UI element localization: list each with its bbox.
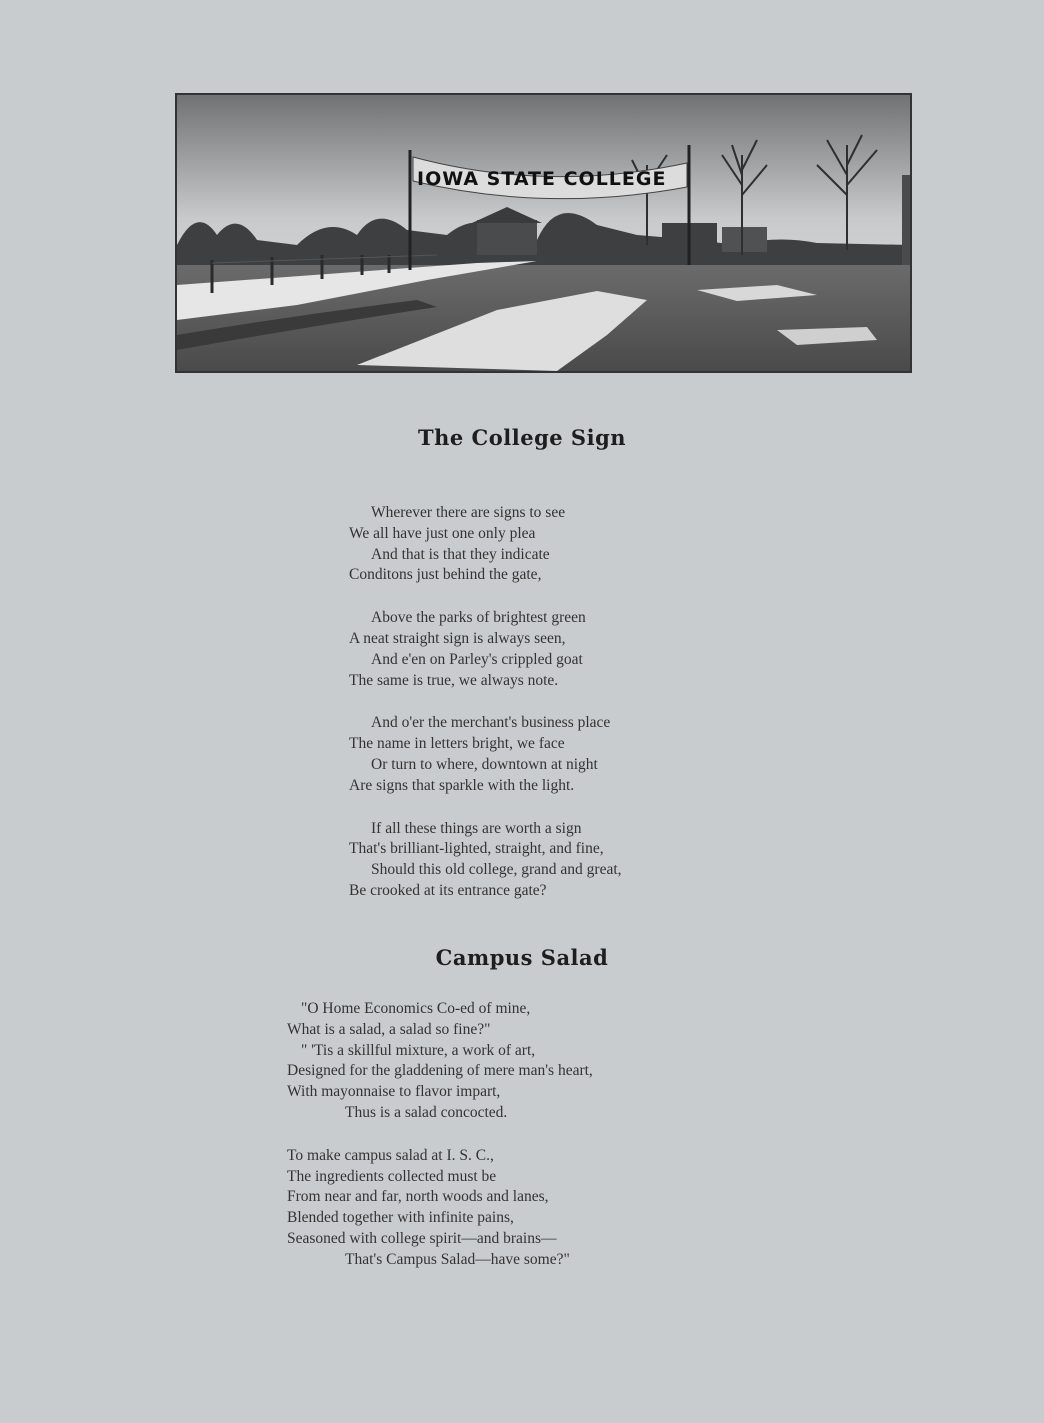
poem-line: Be crooked at its entrance gate?	[349, 881, 547, 899]
poem-line: Are signs that sparkle with the light.	[349, 776, 575, 794]
poem-line: To make campus salad at I. S. C.,	[287, 1146, 494, 1164]
poem-line: Or turn to where, downtown at night	[371, 755, 598, 773]
poem-line: Conditons just behind the gate,	[349, 566, 542, 584]
poem-line: We all have just one only plea	[349, 524, 536, 542]
banner-text: IOWA STATE COLLEGE	[417, 168, 667, 190]
poem-line: That's Campus Salad—have some?"	[345, 1250, 570, 1268]
poem-line: And e'en on Parley's crippled goat	[371, 650, 583, 668]
poem-line: Thus is a salad concocted.	[345, 1103, 508, 1121]
poem-line: Should this old college, grand and great,	[371, 861, 622, 879]
poem-line: The ingredients collected must be	[287, 1167, 497, 1185]
poem-campus-salad	[287, 999, 593, 1271]
poem-title-campus-salad: Campus Salad	[435, 945, 609, 970]
poem-line: Wherever there are signs to see	[371, 504, 566, 521]
poem-line: Seasoned with college spirit—and brains—	[287, 1229, 557, 1247]
poem-line: What is a salad, a salad so fine?"	[287, 1020, 491, 1038]
poem-line: From near and far, north woods and lanes,	[287, 1188, 549, 1206]
poem-line: Designed for the gladdening of mere man's heart,	[287, 1062, 593, 1080]
poem-college-sign	[349, 503, 622, 902]
college-sign-photo	[175, 93, 912, 373]
photo-illustration	[177, 95, 910, 371]
poem-line: "O Home Economics Co-ed of mine,	[301, 1000, 531, 1017]
poem-line: The same is true, we always note.	[349, 671, 559, 689]
poem-line: If all these things are worth a sign	[371, 819, 582, 837]
poem-title-college-sign: The College Sign	[417, 425, 627, 450]
poem-line: With mayonnaise to flavor impart,	[287, 1083, 501, 1101]
poem-line: That's brilliant-lighted, straight, and fine,	[349, 840, 604, 858]
poem-line: Blended together with infinite pains,	[287, 1209, 514, 1227]
poem-line: And o'er the merchant's business place	[371, 714, 611, 732]
poem-line: " 'Tis a skillful mixture, a work of art,	[301, 1041, 536, 1059]
poem-line: And that is that they indicate	[371, 545, 550, 563]
poem-line: The name in letters bright, we face	[349, 735, 565, 753]
poem-line: Above the parks of brightest green	[371, 609, 586, 627]
poem-line: A neat straight sign is always seen,	[349, 629, 566, 647]
